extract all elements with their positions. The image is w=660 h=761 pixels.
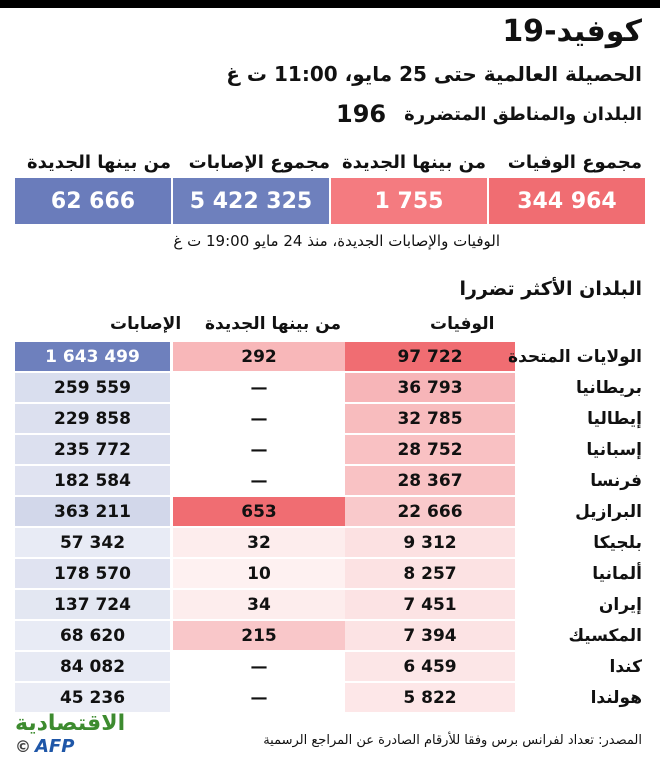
table-row [15,466,660,497]
table-row [15,683,660,714]
afp-credit [15,736,74,757]
cell-country: هولندا [590,687,642,708]
table-row [15,559,660,590]
cell-new-deaths: 215 [173,621,345,650]
cell-cases: 235 772 [15,435,170,464]
cell-cases: 229 858 [15,404,170,433]
cell-deaths: 32 785 [345,404,515,433]
table-row [15,652,660,683]
cell-deaths: 97 722 [345,342,515,371]
cell-cases: 182 584 [15,466,170,495]
summary-new-deaths-box: 1 755 [331,178,487,224]
table-row [15,404,660,435]
cell-deaths: 7 451 [345,590,515,619]
summary-note: الوفيات والإصابات الجديدة، منذ 24 مايو 19:00 ت غ [173,232,500,250]
cell-country: الولايات المتحدة [508,346,642,367]
afp-logo: AFP [35,736,75,757]
column-header-deaths: الوفيات [430,314,495,334]
summary-cases-label: مجموع الإصابات [188,152,330,173]
cell-new-deaths: — [173,404,345,433]
cell-deaths: 22 666 [345,497,515,526]
source-note: المصدر: تعداد لفرانس برس وفقا للأرقام الصادرة عن المراجع الرسمية [263,733,642,748]
cell-cases: 57 342 [15,528,170,557]
table-row [15,590,660,621]
cell-deaths: 28 367 [345,466,515,495]
cell-new-deaths: 32 [173,528,345,557]
summary-cases-box: 5 422 325 [173,178,329,224]
summary-new-cases-box: 62 666 [15,178,171,224]
cell-country: المكسيك [568,625,642,646]
cell-deaths: 8 257 [345,559,515,588]
cell-country: إسبانيا [586,439,642,460]
cell-country: بلجيكا [593,532,642,553]
column-header-new: من بينها الجديدة [205,314,342,334]
cell-deaths: 5 822 [345,683,515,712]
cell-new-deaths: 292 [173,342,345,371]
cell-new-deaths: — [173,435,345,464]
table-row [15,435,660,466]
table-row [15,373,660,404]
cell-country: البرازيل [575,501,642,522]
cell-deaths: 36 793 [345,373,515,402]
page-subtitle: الحصيلة العالمية حتى 25 مايو، 11:00 ت غ [226,62,642,86]
cell-new-deaths: — [173,652,345,681]
table-row [15,528,660,559]
column-header-cases: الإصابات [110,314,182,334]
cell-cases: 363 211 [15,497,170,526]
section-title: البلدان الأكثر تضررا [459,278,642,300]
copyright-symbol: © [15,737,31,756]
cell-cases: 137 724 [15,590,170,619]
cell-cases: 259 559 [15,373,170,402]
countries-affected-value: 196 [336,100,387,128]
cell-new-deaths: — [173,373,345,402]
cell-country: كندا [609,656,642,677]
top-rule [0,0,660,8]
cell-country: بريطانيا [576,377,642,398]
brand-logo: الاقتصادية [15,711,126,736]
summary-new-cases-label: من بينها الجديدة [26,152,171,173]
summary-deaths-box: 344 964 [489,178,645,224]
cell-cases: 1 643 499 [15,342,170,371]
summary-new-deaths-label: من بينها الجديدة [341,152,486,173]
country-table [15,342,660,714]
cell-deaths: 28 752 [345,435,515,464]
cell-new-deaths: — [173,466,345,495]
page-title: كوفيد-19 [502,14,642,49]
cell-country: فرنسا [590,470,642,491]
cell-new-deaths: 10 [173,559,345,588]
cell-deaths: 9 312 [345,528,515,557]
countries-affected-label: البلدان والمناطق المتضررة [404,104,642,125]
cell-cases: 178 570 [15,559,170,588]
cell-deaths: 6 459 [345,652,515,681]
cell-country: إيران [598,594,642,615]
table-row [15,621,660,652]
table-row [15,497,660,528]
cell-deaths: 7 394 [345,621,515,650]
cell-cases: 84 082 [15,652,170,681]
cell-cases: 45 236 [15,683,170,712]
cell-new-deaths: — [173,683,345,712]
cell-new-deaths: 34 [173,590,345,619]
cell-new-deaths: 653 [173,497,345,526]
cell-country: إيطاليا [587,408,642,429]
summary-deaths-label: مجموع الوفيات [507,152,642,173]
cell-cases: 68 620 [15,621,170,650]
table-row [15,342,660,373]
cell-country: ألمانيا [592,563,642,584]
